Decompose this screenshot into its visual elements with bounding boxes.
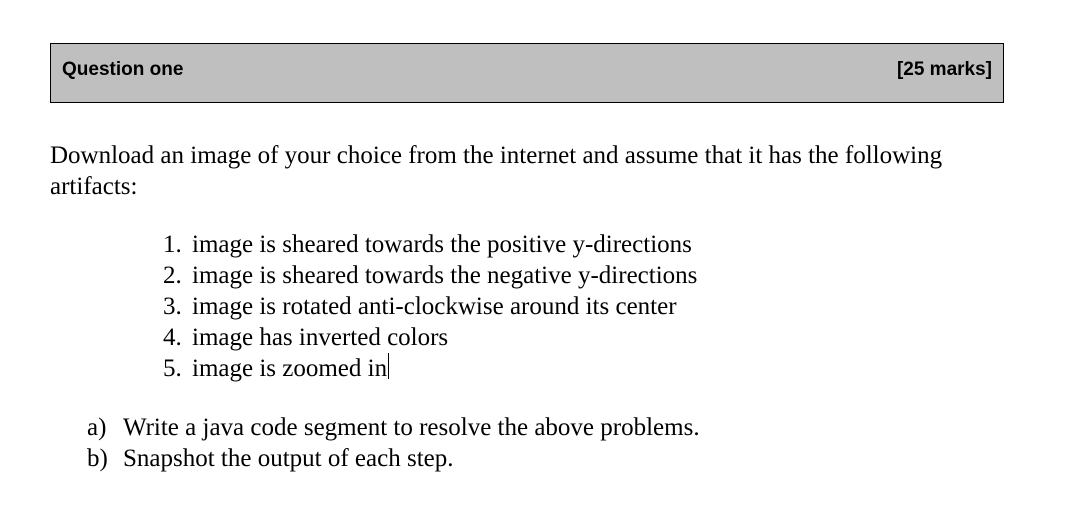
list-item: [163, 260, 697, 291]
list-number: 1.: [163, 231, 182, 258]
task-list: [87, 412, 700, 474]
task-letter: b): [87, 445, 108, 472]
list-number: 3.: [163, 293, 182, 320]
list-item: [163, 291, 697, 322]
artifact-list: [163, 229, 697, 384]
task-letter: a): [87, 414, 107, 441]
list-item-text: image has inverted colors: [192, 324, 449, 351]
task-text: Snapshot the output of each step.: [123, 445, 454, 472]
text-cursor: [388, 353, 389, 379]
list-number: 4.: [163, 324, 182, 351]
question-marks: [25 marks]: [896, 59, 992, 80]
question-header: [50, 43, 1004, 103]
task-text: Write a java code segment to resolve the above problems.: [123, 414, 700, 441]
list-item-text: image is sheared towards the positive y-directions: [192, 231, 692, 258]
list-item: [87, 412, 700, 443]
list-item: [87, 443, 700, 474]
question-intro: Download an image of your choice from the internet and assume that it has the following artifacts:: [50, 142, 943, 200]
list-item-text: image is rotated anti-clockwise around its center: [192, 293, 677, 320]
list-number: 5.: [163, 355, 182, 382]
list-item: [163, 353, 697, 384]
list-item: [163, 322, 697, 353]
list-number: 2.: [163, 262, 182, 289]
list-item-text: image is sheared towards the negative y-directions: [192, 262, 698, 289]
list-item-text: image is zoomed in: [192, 355, 388, 382]
list-item: [163, 229, 697, 260]
question-title: Question one: [62, 59, 184, 80]
